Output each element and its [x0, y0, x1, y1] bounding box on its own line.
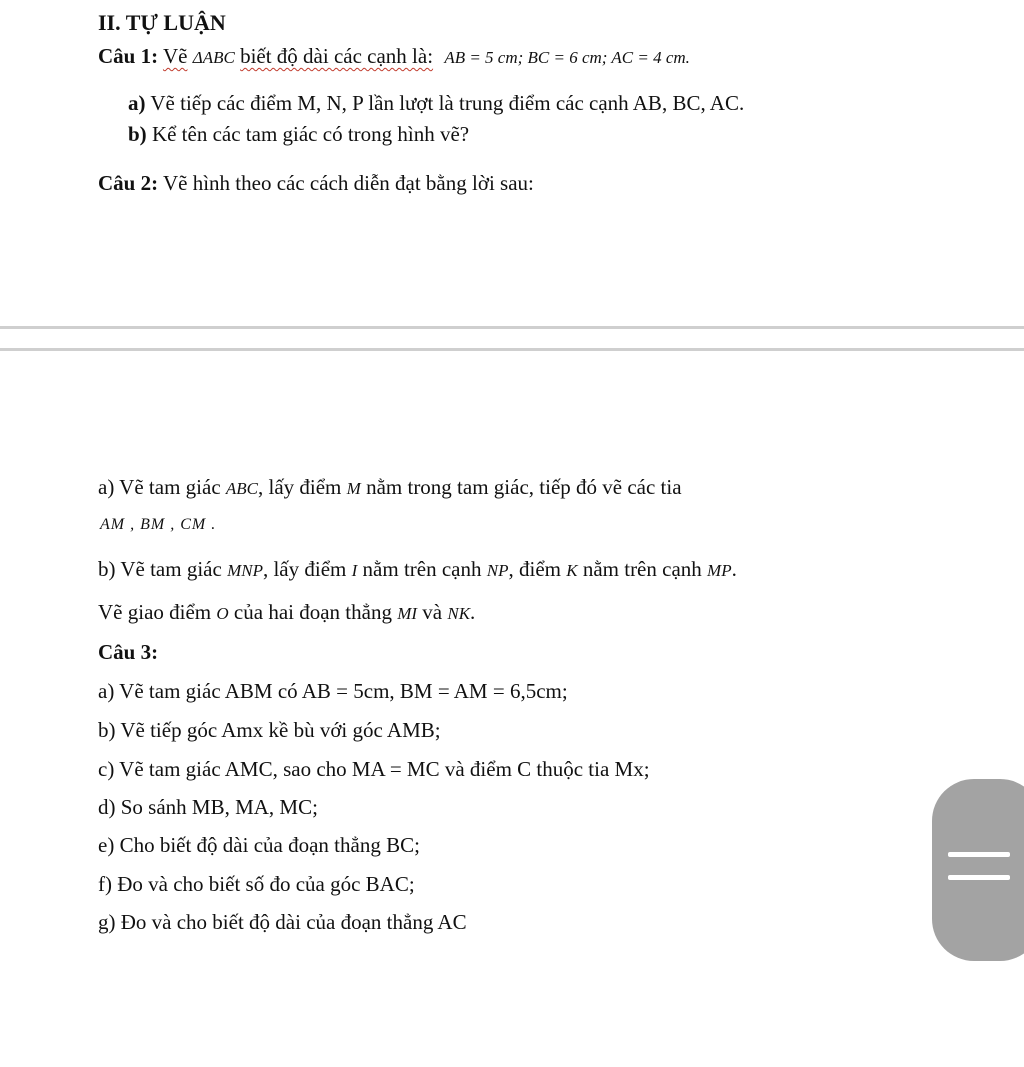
q3-item: c) Vẽ tam giác AMC, sao cho MA = MC và điểm C thuộc tia Mx; — [98, 757, 650, 781]
q2-b-text-4: , điểm — [508, 557, 561, 581]
q2-b2-point-o: O — [216, 604, 229, 623]
q3-item: d) So sánh MB, MA, MC; — [98, 795, 318, 819]
q1-verb: Vẽ — [162, 44, 188, 68]
question-2-line — [98, 171, 534, 196]
q2-a-text-1: a) Vẽ tam giác — [98, 475, 221, 499]
q2-b-text-6: . — [731, 557, 737, 581]
q1-part-a — [128, 91, 744, 116]
grip-line-icon — [948, 875, 1010, 880]
q1-part-b — [128, 122, 469, 147]
q3-item: a) Vẽ tam giác ABM có AB = 5cm, BM = AM = 6,5cm; — [98, 679, 568, 703]
q1-intro: biết độ dài các cạnh là: — [240, 44, 434, 68]
q1-b-label: b) — [128, 122, 147, 146]
q1-b-text: Kể tên các tam giác có trong hình vẽ? — [151, 122, 470, 146]
grip-line-icon — [948, 852, 1010, 857]
q1-triangle: ΔABC — [192, 48, 235, 67]
q2-intro: Vẽ hình theo các cách diễn đạt bằng lời sau: — [162, 171, 534, 195]
question-3-label: Câu 3: — [98, 640, 159, 664]
q1-a-text: Vẽ tiếp các điểm M, N, P lần lượt là trung điểm các cạnh AB, BC, AC. — [150, 91, 745, 115]
q2-b-text-3: nằm trên cạnh — [362, 557, 482, 581]
q2-part-a-line2: AM , BM , CM . — [100, 516, 217, 533]
question-1-line — [98, 44, 690, 69]
page-divider-top — [0, 326, 1024, 329]
q2-b2-text-2: của hai đoạn thẳng — [233, 600, 392, 624]
scroll-handle[interactable] — [932, 779, 1024, 961]
q3-item: g) Đo và cho biết độ dài của đoạn thẳng AC — [98, 910, 467, 934]
section-title: II. TỰ LUẬN — [98, 10, 226, 35]
q1-a-label: a) — [128, 91, 146, 115]
page-divider-bottom — [0, 348, 1024, 351]
q1-lengths: AB = 5 cm; BC = 6 cm; AC = 4 cm. — [444, 48, 690, 67]
q2-b2-seg-mi: MI — [397, 604, 418, 623]
q2-b2-text-1: Vẽ giao điểm — [98, 600, 212, 624]
q2-part-b-line1 — [98, 557, 737, 582]
q2-b-text-1: b) Vẽ tam giác — [98, 557, 222, 581]
q2-a-triangle: ABC — [225, 479, 258, 498]
q3-item: e) Cho biết độ dài của đoạn thẳng BC; — [98, 833, 420, 857]
q2-b-text-5: nằm trên cạnh — [582, 557, 702, 581]
q2-b-point-i: I — [351, 561, 358, 580]
question-2-label: Câu 2: — [98, 171, 159, 195]
q3-item: b) Vẽ tiếp góc Amx kề bù với góc AMB; — [98, 718, 441, 742]
q2-b2-text-3: và — [422, 600, 443, 624]
q2-a-text-2: , lấy điểm — [258, 475, 342, 499]
q2-b-point-k: K — [566, 561, 578, 580]
q3-item: f) Đo và cho biết số đo của góc BAC; — [98, 872, 415, 896]
q2-b-text-2: , lấy điểm — [262, 557, 347, 581]
q2-b2-seg-nk: NK — [447, 604, 471, 623]
q2-part-a-line1 — [98, 475, 682, 500]
q2-a-text-3: nằm trong tam giác, tiếp đó vẽ các tia — [366, 475, 682, 499]
q2-b-triangle: MNP — [227, 561, 263, 580]
q2-b-seg-np: NP — [486, 561, 509, 580]
q2-b-seg-mp: MP — [707, 561, 732, 580]
q2-part-b-line2 — [98, 600, 475, 625]
question-1-label: Câu 1: — [98, 44, 159, 68]
q2-b2-text-4: . — [470, 600, 476, 624]
q2-a-point: M — [346, 479, 361, 498]
